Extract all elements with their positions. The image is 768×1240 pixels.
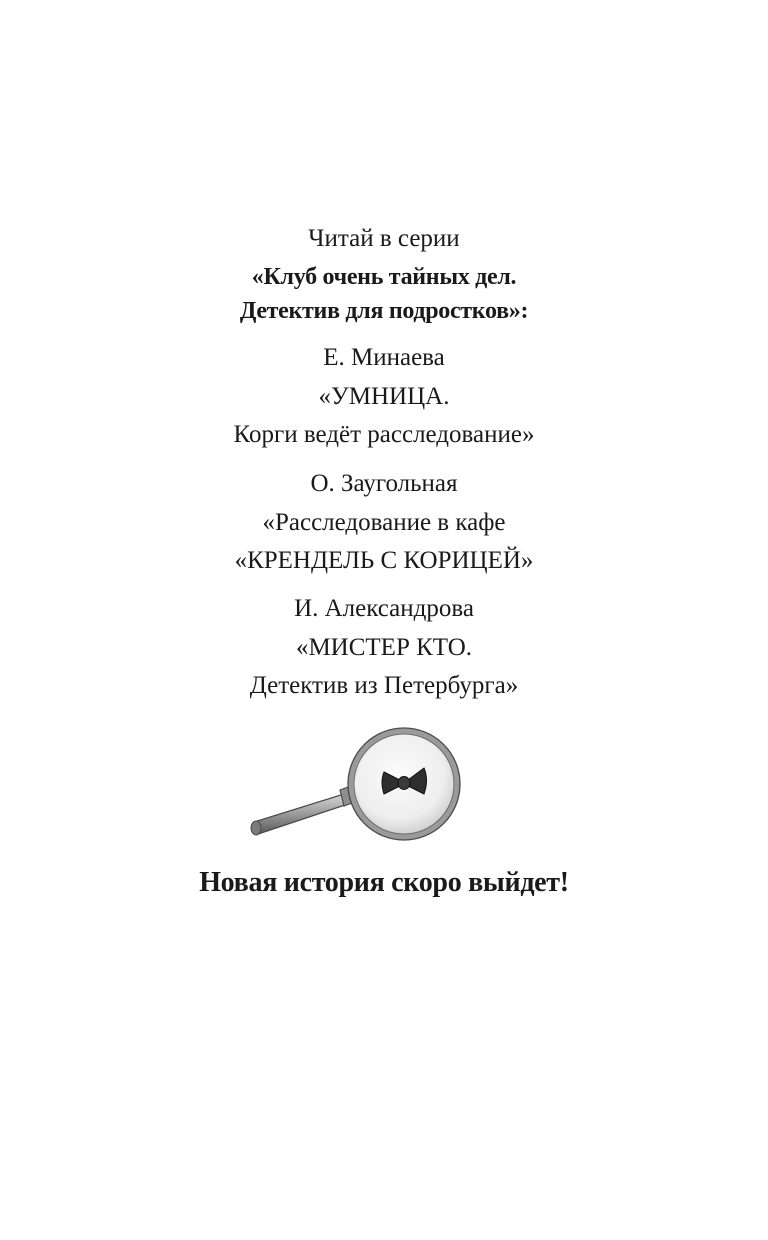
series-title-line-1: «Клуб очень тайных дел. bbox=[251, 264, 517, 290]
book-2-title-line-1: «Расследование в кафе bbox=[262, 509, 506, 536]
book-3-author: И. Александрова bbox=[294, 595, 474, 622]
series-title-line-2: Детектив для подростков»: bbox=[239, 298, 529, 324]
book-1-author: Е. Минаева bbox=[323, 344, 445, 371]
magnifying-glass-with-bow-tie-icon bbox=[244, 724, 470, 844]
book-3-title-line-1: «МИСТЕР КТО. bbox=[295, 634, 473, 661]
series-intro: Читай в серии bbox=[308, 225, 460, 252]
coming-soon-note: Новая история скоро выйдет! bbox=[199, 867, 569, 898]
book-1-title-line-2: Корги ведёт расследование» bbox=[233, 421, 535, 448]
magnifier-handle bbox=[251, 784, 360, 835]
book-3-title-line-2: Детектив из Петербурга» bbox=[249, 672, 519, 699]
book-1-title-line-1: «УМНИЦА. bbox=[318, 383, 450, 410]
book-2-title-line-2: «КРЕНДЕЛЬ С КОРИЦЕЙ» bbox=[234, 547, 534, 574]
book-2-author: О. Заугольная bbox=[310, 470, 458, 497]
